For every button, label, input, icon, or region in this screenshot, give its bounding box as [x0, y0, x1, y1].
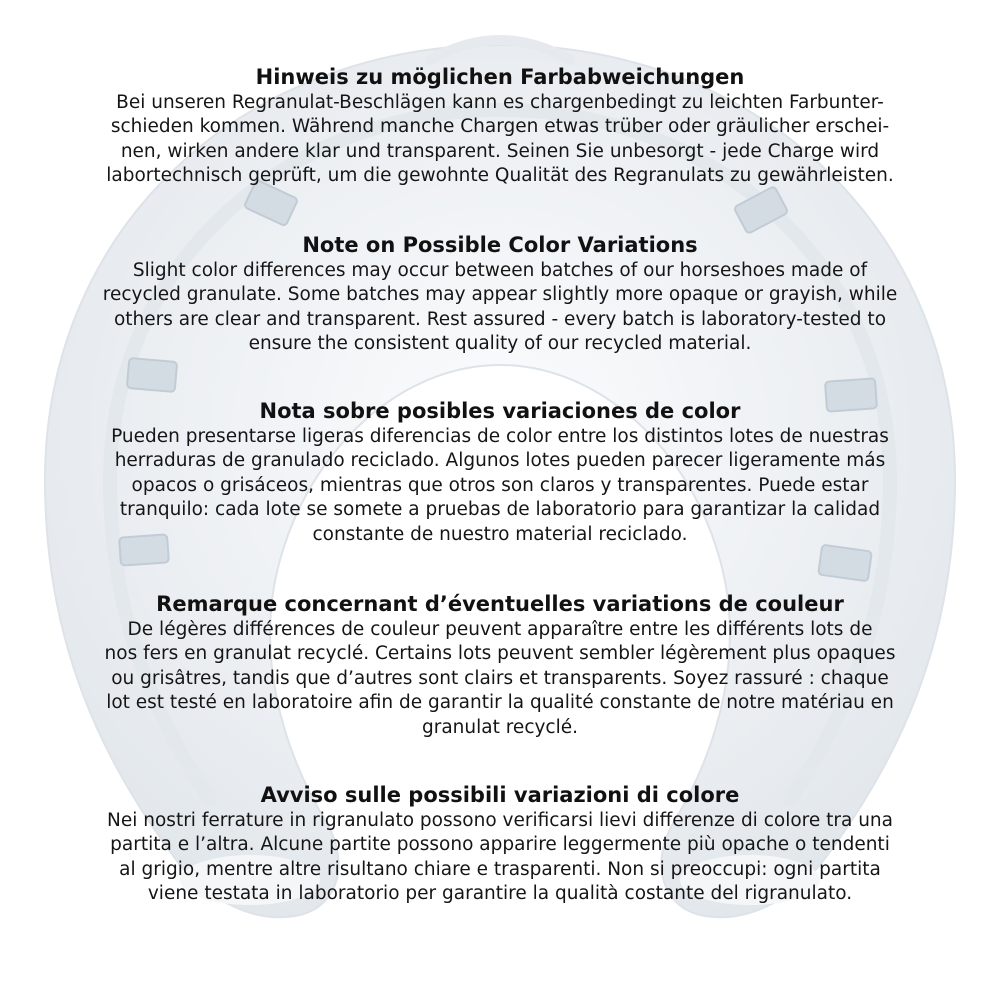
section-heading: Note on Possible Color Variations: [302, 233, 698, 257]
section-line: Bei unseren Regranulat-Beschlägen kann es chargenbedingt zu leichten Farbunter-: [116, 92, 884, 113]
notice-section-german: [30, 64, 970, 189]
section-line: nen, wirken andere klar und transparent. Seinen Sie unbesorgt - jede Charge wird: [120, 140, 880, 162]
section-heading: Hinweis zu möglichen Farbabweichungen: [255, 65, 745, 89]
section-line: Pueden presentarse ligeras diferencias de color entre los distintos lotes de nuestras: [111, 426, 889, 447]
section-line: constante de nuestro material reciclado.: [312, 523, 688, 545]
section-line: Slight color differences may occur between batches of our horseshoes made of: [132, 260, 868, 281]
section-line: partita e l’altra. Alcune partite possono apparire leggermente più opache o tendenti: [110, 834, 890, 856]
section-line: tranquilo: cada lote se somete a pruebas de laboratorio para garantizar la calidad: [119, 499, 881, 521]
notice-section-english: [30, 232, 970, 357]
section-line: al grigio, mentre altre risultano chiare e trasparenti. Non si preoccupi: ogni partita: [119, 858, 881, 880]
section-line: ou grisâtres, tandis que d’autres sont clairs et transparents. Soyez rassuré : chaque: [111, 667, 889, 689]
section-heading: Avviso sulle possibili variazioni di colore: [260, 783, 740, 807]
section-line: opacos o grisáceos, mientras que otros son claros y transparentes. Puede estar: [131, 474, 869, 496]
notice-section-french: [30, 591, 970, 740]
section-line: granulat recyclé.: [421, 716, 579, 738]
section-line: lot est testé en laboratoire afin de garantir la qualité constante de notre matériau en: [106, 692, 894, 714]
section-line: nos fers en granulat recyclé. Certains lots peuvent sembler légèrement plus opaques: [104, 643, 896, 665]
section-line: recycled granulate. Some batches may appear slightly more opaque or grayish, while: [102, 284, 898, 306]
section-line: ensure the consistent quality of our recycled material.: [248, 333, 752, 355]
section-line: schieden kommen. Während manche Chargen etwas trüber oder gräulicher erschei-: [110, 116, 890, 138]
section-line: herraduras de granulado reciclado. Algunos lotes pueden parecer ligeramente más: [114, 450, 886, 472]
section-line: Nei nostri ferrature in rigranulato possono verificarsi lievi differenze di colore tra una: [107, 810, 893, 831]
notice-section-spanish: [30, 398, 970, 547]
section-line: labortechnisch geprüft, um die gewohnte Qualität des Regranulats zu gewährleisten.: [106, 165, 894, 187]
section-heading: Remarque concernant d’éventuelles variations de couleur: [156, 592, 844, 616]
section-line: viene testata in laboratorio per garantire la qualità costante del rigranulato.: [147, 883, 853, 905]
section-heading: Nota sobre posibles variaciones de color: [259, 399, 741, 423]
section-line: De légères différences de couleur peuvent apparaître entre les différents lots de: [127, 619, 873, 640]
notice-section-italian: [30, 782, 970, 907]
section-line: others are clear and transparent. Rest assured - every batch is laboratory-tested to: [113, 308, 887, 330]
